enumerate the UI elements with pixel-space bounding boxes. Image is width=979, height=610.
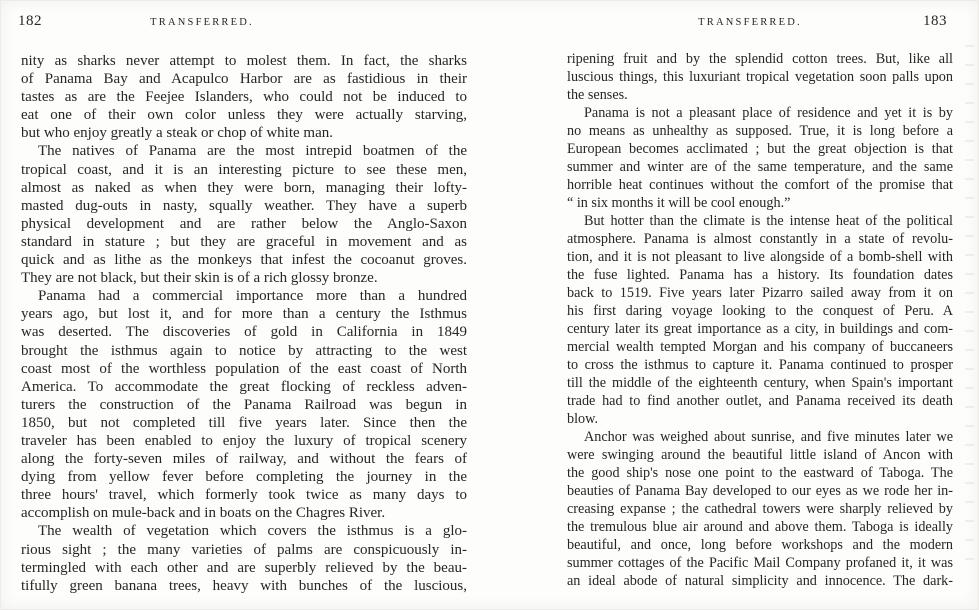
text-line: European becomes acclimated ; but the great objection is that [567, 141, 953, 157]
right-page [567, 0, 953, 610]
text-line: but who enjoy greatly a steak or chop of white man. [21, 125, 333, 142]
text-line: creasing expanse ; the cathedral towers were sharply relieved by [567, 501, 953, 517]
text-line: were swinging around the beautiful little island of Ancon with [567, 447, 953, 463]
text-line: America. To accommodate the great flocking of reckless adven- [21, 378, 467, 395]
text-line: “ in six months it will be cool enough.” [567, 195, 791, 211]
text-line: atmosphere. Panama is almost constantly in a state of revolu- [567, 231, 953, 247]
page-number-right: 183 [923, 13, 947, 29]
text-line: The wealth of vegetation which covers the isthmus is a glo- [38, 523, 467, 540]
text-line: the senses. [567, 87, 628, 103]
text-line: termingled with each other and are superbly relieved by the beau- [21, 559, 467, 576]
text-line: three hours' travel, which formerly took twice as many days to [21, 487, 467, 504]
text-line: trade had to find another outlet, and Panama received its death [567, 393, 953, 409]
text-line: dying from yellow fever before completing the journey in the [21, 469, 467, 486]
text-line: horrible heat continues without the comfort of the promise that [567, 177, 953, 193]
text-line: beautiful, and once, long before workshops and the modern [567, 537, 953, 553]
text-line: They are not black, but their skin is of a rich glossy bronze. [21, 270, 378, 287]
text-line: nity as sharks never attempt to molest them. In fact, the sharks [21, 53, 467, 69]
text-line: tropical coast, and it is an interesting picture to see these men, [21, 161, 467, 178]
text-line: Anchor was weighed about sunrise, and five minutes later we [584, 429, 953, 445]
text-line: his first daring voyage looking to the conquest of Peru. A [567, 303, 953, 319]
text-line: the fuse lighted. Panama has a history. Its foundation dates [567, 267, 953, 283]
page-edge-shadow [965, 45, 974, 570]
text-line: tifully green banana trees, heavy with bunches of the luscious, [21, 577, 467, 594]
text-line: of Panama Bay and Acapulco Harbor are as fastidious in their [21, 71, 467, 88]
text-line: tion, and it is not pleasant to live alongside of a bomb-shell with [567, 249, 953, 265]
text-line: ripening fruit and by the splendid cotton trees. But, like all [567, 51, 953, 67]
text-line: tastes as are the Feejee Islanders, who could not be induced to [21, 89, 467, 106]
text-line: 1850, but not completed till five years later. Since then the [21, 414, 467, 431]
left-page [18, 0, 467, 610]
text-line: Panama had a commercial importance more than a hundred [38, 288, 467, 305]
text-line: summer cottages of the Pacific Mail Company profaned it, it was [567, 555, 953, 571]
text-line: back to 1519. Five years later Pizarro sailed away from it on [567, 285, 953, 301]
text-line: no means as unhealthy as supposed. True, it is long before a [567, 123, 953, 139]
text-line: luscious things, this luxuriant tropical vegetation soon palls upon [567, 69, 953, 85]
text-line: till the middle of the eighteenth century, when Spain's important [567, 375, 953, 391]
text-line: But hotter than the climate is the intense heat of the political [584, 213, 953, 229]
text-line: masted dug-outs in nasty, squally weather. They have a superb [21, 197, 467, 214]
text-line: almost as naked as when they were born, managing their lofty- [21, 179, 467, 196]
text-line: standard in stature ; but they are graceful in movement and as [21, 233, 467, 250]
text-line: the good ship's nose one point to the eastward of Taboga. The [567, 465, 953, 481]
text-line: coast most of the worthless population of the east coast of North [21, 360, 467, 377]
text-line: to cross the isthmus to capture it. Panama continued to prosper [567, 357, 953, 373]
text-line: beauties of Panama Bay developed to our eyes as we rode her in- [567, 483, 953, 499]
text-line: rious sight ; the many varieties of palms are conspicuously in- [21, 541, 467, 558]
text-line: summer and winter are of the same temperature, and the same [567, 159, 953, 175]
page-number-left: 182 [18, 13, 42, 29]
text-line: mercial wealth tempted Morgan and his company of buccaneers [567, 339, 953, 355]
text-line: accomplish on mule-back and in boats on the Chagres River. [21, 505, 386, 522]
text-line: brought the isthmus again to notice by attracting to the west [21, 342, 467, 359]
text-line: blow. [567, 411, 598, 427]
running-header-left: TRANSFERRED. [150, 17, 254, 28]
left-page-body [21, 52, 467, 595]
running-header-right: TRANSFERRED. [698, 17, 802, 28]
right-page-body [567, 50, 953, 590]
text-line: along the forty-seven miles of railway, and without the fears of [21, 451, 467, 468]
text-line: Panama is not a pleasant place of residence and yet it is by [584, 105, 953, 121]
text-line: physical development and are rather below the Anglo-Saxon [21, 215, 467, 232]
text-line: was deserted. The discoveries of gold in California in 1849 [21, 324, 467, 341]
text-line: years ago, but lost it, and for more than a century the Isthmus [21, 306, 467, 323]
text-line: turers the construction of the Panama Railroad was begun in [21, 396, 467, 413]
text-line: an ideal abode of natural simplicity and innocence. The dark- [567, 573, 953, 589]
text-line: traveler has been enabled to enjoy the luxury of tropical scenery [21, 432, 467, 449]
text-line: century later its great importance as a city, in buildings and com- [567, 321, 953, 337]
text-line: The natives of Panama are the most intrepid boatmen of the [38, 143, 467, 160]
text-line: the tremulous blue air around and above them. Taboga is ideally [567, 519, 953, 535]
text-line: eat one of their own color unless they were actually starving, [21, 107, 467, 124]
text-line: quick and as lithe as the monkeys that infest the cocoanut groves. [21, 252, 467, 269]
